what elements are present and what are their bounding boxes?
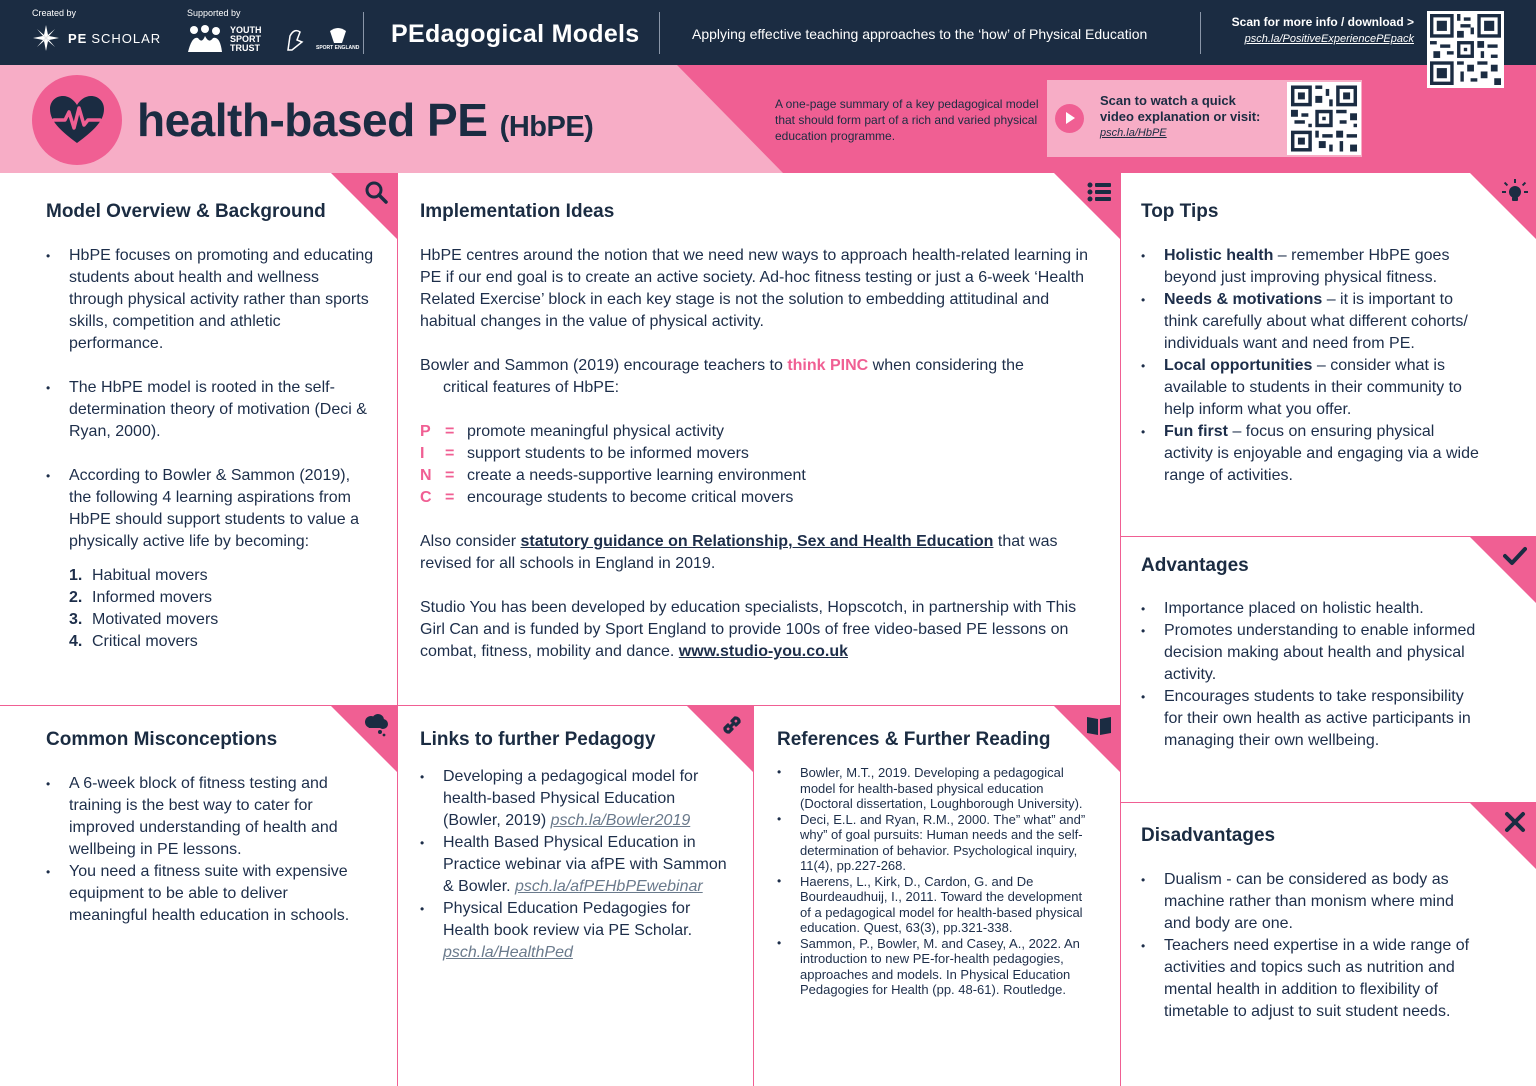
search-icon bbox=[363, 179, 389, 205]
paragraph: Studio You has been developed by education specialists, Hopscotch, in partnership with This Girl Can and is funded by Sport England to provide 100s of free video-based PE lessons on combat, fitness, mobility and dance. www.studio-you.co.uk bbox=[420, 599, 1077, 660]
cross-icon bbox=[1502, 809, 1528, 835]
divider bbox=[659, 12, 660, 54]
afpe-webinar-link[interactable]: psch.la/afPEHbPEwebinar bbox=[515, 878, 703, 895]
link-icon bbox=[719, 712, 745, 738]
header-title: PEdagogical Models bbox=[391, 20, 640, 48]
links-panel bbox=[398, 706, 754, 1086]
qr-code[interactable] bbox=[1427, 11, 1504, 88]
list-item: 1. Habitual movers bbox=[69, 567, 208, 584]
video-text bbox=[1100, 93, 1260, 141]
advantages-panel bbox=[1121, 537, 1536, 803]
thought-cloud-icon bbox=[363, 712, 389, 738]
top-bar bbox=[0, 0, 1536, 65]
list-item: 2. Informed movers bbox=[69, 589, 213, 606]
list-item: • Local opportunities – consider what is available to students in their community to help inform what you offer. bbox=[1141, 355, 1485, 421]
health-ped-link[interactable]: psch.la/HealthPed bbox=[443, 944, 573, 961]
lottery-hand-icon bbox=[284, 26, 304, 52]
disadvantages-panel bbox=[1121, 803, 1536, 1086]
implementation-title: Implementation Ideas bbox=[420, 201, 615, 222]
video-qr-code-image bbox=[1287, 82, 1361, 155]
list-item: • HbPE focuses on promoting and educating students about health and wellness through physical activity rather than sports skills, competition and athletic performance. bbox=[46, 245, 376, 355]
links-body bbox=[420, 766, 728, 964]
heart-pulse-icon bbox=[48, 95, 106, 145]
pe-scholar-star-icon bbox=[32, 24, 60, 52]
yst-line2: SPORT bbox=[230, 33, 262, 44]
list-item: • You need a fitness suite with expensive equipment to be able to deliver meaningful health education in schools. bbox=[46, 861, 366, 927]
list-item: 3. Motivated movers bbox=[69, 611, 219, 628]
sport-england-logo bbox=[316, 27, 359, 51]
misconceptions-panel bbox=[0, 706, 398, 1086]
implementation-body bbox=[420, 245, 1092, 663]
list-item: • Physical Education Pedagogies for Health book review via PE Scholar. psch.la/HealthPed bbox=[420, 898, 728, 964]
top-tips-panel bbox=[1121, 173, 1536, 537]
list-item: • Dualism - can be considered as body as machine rather than monism where mind and body are one. bbox=[1141, 869, 1485, 935]
paragraph: HbPE centres around the notion that we need new ways to approach health-related learning in PE if our end goal is to create an active society. Ad-hoc fitness testing or just a 6-week ‘Health Related Exercise’ block in each key stage is not the solution to embedding attitudinal and habitual changes in the value of physical activity. bbox=[420, 247, 1088, 330]
list-item: • According to Bowler & Sammon (2019), the following 4 learning aspirations from HbPE should support students to value a physically active life by becoming: bbox=[46, 465, 376, 553]
scan-info-text: Scan for more info / download > bbox=[1231, 15, 1414, 29]
video-line2: video explanation or visit: bbox=[1100, 109, 1261, 124]
page-title-text: health-based PE bbox=[137, 94, 488, 146]
list-item: • The HbPE model is rooted in the self-determination theory of motivation (Deci & Ryan, 2000). bbox=[46, 377, 376, 443]
list-item: • Teachers need expertise in a wide range of activities and topics such as nutrition and mental health in addition to flexibility of timetable to adjust to suit student needs. bbox=[1141, 935, 1485, 1023]
supported-by-label: Supported by bbox=[187, 8, 241, 18]
list-item: • Importance placed on holistic health. bbox=[1141, 598, 1485, 620]
pinc-row: P = promote meaningful physical activity bbox=[420, 423, 725, 440]
lightbulb-icon bbox=[1502, 179, 1528, 205]
links-title: Links to further Pedagogy bbox=[420, 729, 656, 750]
yst-line3: TRUST bbox=[230, 42, 260, 53]
misconceptions-title: Common Misconceptions bbox=[46, 729, 278, 750]
references-panel bbox=[754, 706, 1121, 1086]
book-icon bbox=[1086, 712, 1112, 738]
pe-scholar-logo[interactable] bbox=[32, 24, 161, 52]
mover-list bbox=[69, 565, 376, 653]
top-tips-title: Top Tips bbox=[1141, 201, 1219, 222]
qr-code-image bbox=[1430, 14, 1501, 85]
references-title: References & Further Reading bbox=[777, 729, 1051, 750]
list-item: • Needs & motivations – it is important to think carefully about what different cohorts/ individuals want and need from PE. bbox=[1141, 289, 1485, 355]
disadvantages-body bbox=[1141, 869, 1485, 1023]
video-qr-code[interactable] bbox=[1287, 82, 1361, 155]
top-tips-body bbox=[1141, 245, 1485, 487]
pinc-row: C = encourage students to become critical movers bbox=[420, 489, 794, 506]
paragraph: Also consider statutory guidance on Relationship, Sex and Health Education that was revised for all schools in England in 2019. bbox=[420, 533, 1058, 572]
page-title bbox=[137, 93, 593, 147]
divider bbox=[1200, 12, 1201, 54]
think-pinc-highlight: think PINC bbox=[787, 357, 869, 374]
youth-sport-trust-figures-icon bbox=[186, 24, 224, 54]
check-icon bbox=[1502, 543, 1528, 569]
list-item: • A 6-week block of fitness testing and training is the best way to cater for improved understanding of health and wellbeing in PE lessons. bbox=[46, 773, 366, 861]
overview-body bbox=[46, 245, 376, 653]
references-body bbox=[777, 765, 1095, 998]
list-item: • Developing a pedagogical model for health-based Physical Education (Bowler, 2019) psch.la/Bowler2019 bbox=[420, 766, 728, 832]
list-item: • Promotes understanding to enable informed decision making about health and physical activity. bbox=[1141, 620, 1485, 686]
yst-line1: YOUTH bbox=[230, 24, 262, 35]
pinc-row: N = create a needs-supportive learning environment bbox=[420, 467, 806, 484]
overview-title: Model Overview & Background bbox=[46, 201, 326, 222]
studio-you-link[interactable]: www.studio-you.co.uk bbox=[678, 643, 848, 660]
created-by-label: Created by bbox=[32, 8, 77, 18]
rshe-guidance-link[interactable]: statutory guidance on Relationship, Sex and Health Education bbox=[520, 533, 994, 550]
scan-info bbox=[1232, 15, 1414, 45]
video-line1: Scan to watch a quick bbox=[1100, 93, 1236, 108]
youth-sport-trust-logo[interactable] bbox=[186, 24, 359, 54]
pe-scholar-bold-text: PE bbox=[68, 30, 88, 46]
paragraph: Bowler and Sammon (2019) encourage teachers to think PINC when considering the critical features of HbPE: bbox=[420, 357, 1024, 396]
list-item: • Holistic health – remember HbPE goes beyond just improving physical fitness. bbox=[1141, 245, 1485, 289]
overview-panel bbox=[0, 173, 398, 706]
sport-england-text: SPORT ENGLAND bbox=[316, 45, 360, 51]
heart-badge bbox=[32, 75, 122, 165]
list-item: • Fun first – focus on ensuring physical activity is enjoyable and engaging via a wide range of activities. bbox=[1141, 421, 1485, 487]
bowler2019-link[interactable]: psch.la/Bowler2019 bbox=[550, 812, 691, 829]
list-item: • Sammon, P., Bowler, M. and Casey, A., 2022. An introduction to new PE-for-health pedagogies, approaches and models. In Physical Education Pedagogies for Health (pp. 48-61). Routledge. bbox=[777, 936, 1095, 998]
implementation-panel bbox=[398, 173, 1121, 706]
list-item: 4. Critical movers bbox=[69, 633, 198, 650]
scan-info-link[interactable]: psch.la/PositiveExperiencePEpack bbox=[1244, 33, 1414, 45]
video-link[interactable]: psch.la/HbPE bbox=[1100, 127, 1167, 139]
title-banner bbox=[0, 65, 1536, 173]
video-box[interactable] bbox=[1047, 80, 1362, 157]
header-tagline: Applying effective teaching approaches to the ‘how’ of Physical Education bbox=[692, 26, 1148, 42]
pe-scholar-rest-text: SCHOLAR bbox=[91, 30, 162, 46]
advantages-body bbox=[1141, 598, 1485, 752]
list-item: • Health Based Physical Education in Practice webinar via afPE with Sammon & Bowler. psch.la/afPEHbPEwebinar bbox=[420, 832, 728, 898]
list-item: • Bowler, M.T., 2019. Developing a pedagogical model for health-based physical education (Doctoral dissertation, Loughborough University). bbox=[777, 765, 1095, 812]
pinc-list bbox=[420, 421, 1092, 509]
disadvantages-title: Disadvantages bbox=[1141, 825, 1276, 846]
divider bbox=[363, 12, 364, 54]
banner-description: A one-page summary of a key pedagogical model that should form part of a rich and varied physical education programme. bbox=[775, 97, 1039, 143]
list-item: • Deci, E.L. and Ryan, R.M., 2000. The” what” and” why” of goal pursuits: Human needs and the self-determination of behavior. Psychological inquiry, 11(4), pp.227-268. bbox=[777, 812, 1095, 874]
list-item: • Encourages students to take responsibility for their own health as active participants in managing their own wellbeing. bbox=[1141, 686, 1485, 752]
misconceptions-body bbox=[46, 773, 366, 927]
advantages-title: Advantages bbox=[1141, 555, 1249, 576]
page-title-abbr: (HbPE) bbox=[499, 111, 594, 143]
pinc-row: I = support students to be informed movers bbox=[420, 445, 749, 462]
list-icon bbox=[1086, 179, 1112, 205]
play-icon[interactable] bbox=[1055, 104, 1084, 133]
list-item: • Haerens, L., Kirk, D., Cardon, G. and De Bourdeaudhuij, I., 2011. Toward the development of a pedagogical model for health-based physical education. Quest, 63(3), pp.321-338. bbox=[777, 874, 1095, 936]
sport-england-icon bbox=[328, 27, 348, 45]
